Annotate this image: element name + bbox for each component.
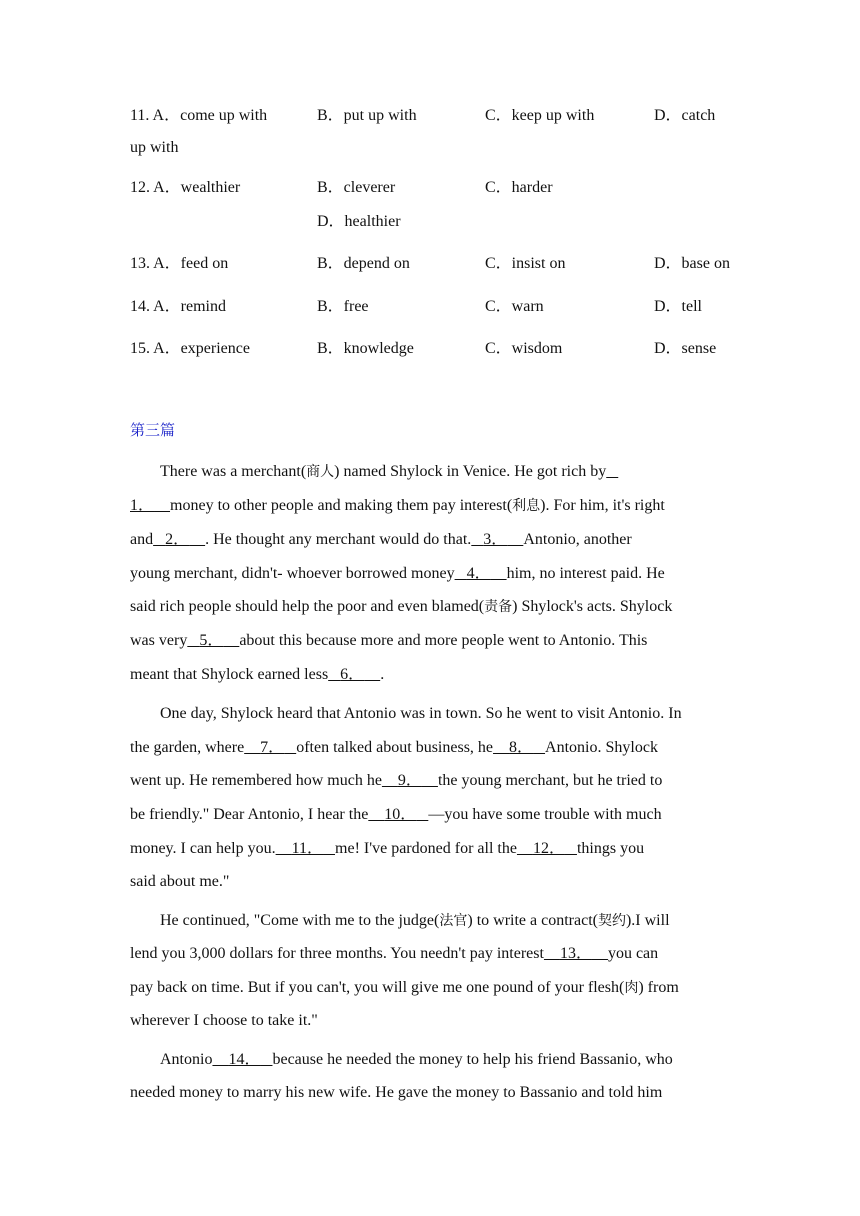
q15-option-b: B．knowledge	[317, 340, 414, 357]
paragraph-2-line-2: the garden, where 7． often talked about business, he 8． Antonio. Shylock	[130, 739, 658, 756]
paragraph-3-line-2: lend you 3,000 dollars for three months. You needn't pay interest 13． you can	[130, 945, 659, 962]
q13-option-a: 13. A．feed on	[130, 255, 229, 272]
q12-option-c: C．harder	[485, 179, 553, 196]
q15-option-a: 15. A．experience	[130, 340, 250, 357]
blank-12[interactable]: 12．	[532, 840, 565, 857]
q14-option-d: D．tell	[654, 298, 702, 315]
blank-9[interactable]: 9．	[397, 772, 422, 789]
blank-13[interactable]: 13．	[559, 945, 592, 962]
paragraph-4-line-2: needed money to marry his new wife. He gave the money to Bassanio and told him	[130, 1084, 663, 1101]
paragraph-1-line-3: and 2． . He thought any merchant would do that. 3． Antonio, another	[130, 531, 632, 548]
paragraph-3-line-4: wherever I choose to take it."	[130, 1012, 318, 1029]
blank-3[interactable]: 3．	[483, 531, 508, 548]
q14-option-c: C．warn	[485, 298, 544, 315]
paragraph-3-line-3: pay back on time. But if you can't, you will give me one pound of your flesh(肉) from	[130, 979, 679, 996]
paragraph-2-line-6: said about me."	[130, 873, 230, 890]
q13-option-b: B．depend on	[317, 255, 410, 272]
paragraph-3-line-1: He continued, "Come with me to the judge(法官) to write a contract(契约).I will	[160, 912, 670, 929]
blank-8[interactable]: 8．	[509, 739, 534, 756]
paragraph-1-line-1: There was a merchant(商人) named Shylock in Venice. He got rich by	[160, 463, 607, 480]
q14-option-b: B．free	[317, 298, 369, 315]
blank-11[interactable]: 11．	[291, 840, 324, 857]
blank-7[interactable]: 7．	[260, 739, 285, 756]
q11-option-d: D．catch	[654, 107, 716, 124]
paragraph-2-line-3: went up. He remembered how much he 9． the young merchant, but he tried to	[130, 772, 663, 789]
paragraph-2-line-5: money. I can help you. 11． me! I've pardoned for all the 12． things you	[130, 840, 645, 857]
q15-option-d: D．sense	[654, 340, 717, 357]
section-title: 第三篇	[130, 421, 176, 439]
blank-2[interactable]: 2．	[165, 531, 190, 548]
blank-6[interactable]: 6．	[340, 666, 365, 683]
q11-option-d-wrap: up with	[130, 139, 179, 156]
paragraph-1-line-5: said rich people should help the poor and even blamed(责备) Shylock's acts. Shylock	[130, 598, 673, 615]
q11-option-a: 11. A．come up with	[130, 107, 268, 124]
blank-1[interactable]: 1．	[130, 497, 155, 514]
q12-option-b: B．cleverer	[317, 179, 396, 196]
q15-option-c: C．wisdom	[485, 340, 563, 357]
paragraph-1-line-6: was very 5． about this because more and more people went to Antonio. This	[130, 632, 648, 649]
blank-10[interactable]: 10．	[384, 806, 417, 823]
q12-option-a: 12. A．wealthier	[130, 179, 241, 196]
q14-option-a: 14. A．remind	[130, 298, 227, 315]
q11-option-b: B．put up with	[317, 107, 417, 124]
paragraph-4-line-1: Antonio 14． because he needed the money to help his friend Bassanio, who	[160, 1051, 673, 1068]
q12-option-d: D．healthier	[317, 213, 401, 230]
paragraph-2-line-4: be friendly." Dear Antonio, I hear the 10． —you have some trouble with much	[130, 806, 662, 823]
q13-option-c: C．insist on	[485, 255, 566, 272]
q13-option-d: D．base on	[654, 255, 730, 272]
q11-option-c: C．keep up with	[485, 107, 595, 124]
paragraph-1-line-7: meant that Shylock earned less 6． .	[130, 666, 385, 683]
blank-4[interactable]: 4．	[466, 565, 491, 582]
paragraph-1-line-2: 1． money to other people and making them pay interest(利息). For him, it's right	[130, 497, 665, 514]
blank-14[interactable]: 14．	[228, 1051, 261, 1068]
blank-5[interactable]: 5．	[199, 632, 224, 649]
paragraph-1-line-4: young merchant, didn't- whoever borrowed money 4． him, no interest paid. He	[130, 565, 665, 582]
paragraph-2-line-1: One day, Shylock heard that Antonio was in town. So he went to visit Antonio. In	[160, 705, 682, 722]
